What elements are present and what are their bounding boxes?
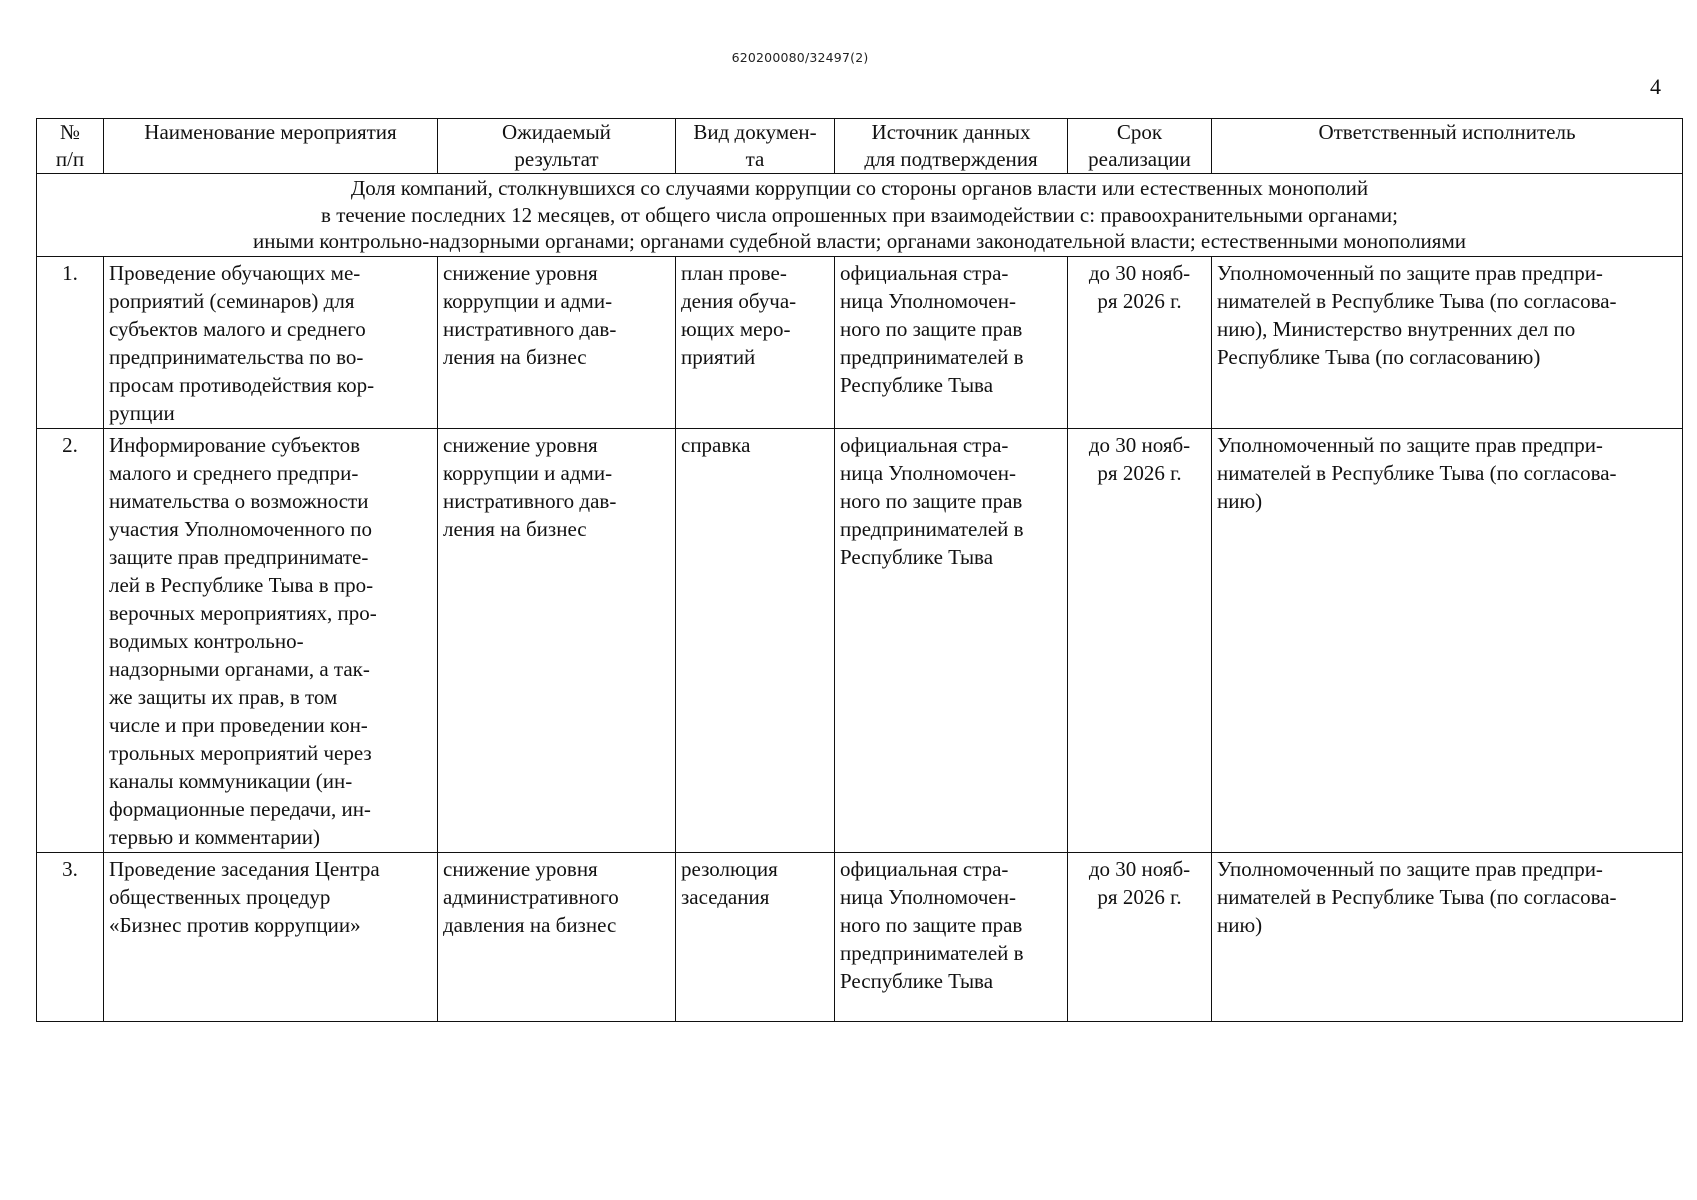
responsible-cell: Уполномоченный по защите прав предпри- нимателей в Республике Тыва (по согласова- нию), Министерство внутренних дел по Республике Тыва (по согласованию) (1212, 257, 1683, 429)
term-cell: до 30 нояб- ря 2026 г. (1068, 429, 1212, 853)
term-cell: до 30 нояб- ря 2026 г. (1068, 853, 1212, 1022)
column-header-data-source: Источник данных для подтверждения (835, 119, 1068, 174)
data-source-cell: официальная стра- ница Уполномочен- ного по защите прав предпринимателей в Республике Тыва (835, 429, 1068, 853)
responsible-cell: Уполномоченный по защите прав предпри- нимателей в Республике Тыва (по согласова- нию) (1212, 853, 1683, 1022)
document-registration-code: 620200080/32497(2) (731, 50, 869, 65)
row-number-cell: 3. (37, 853, 104, 1022)
responsible-cell: Уполномоченный по защите прав предпри- нимателей в Республике Тыва (по согласова- нию) (1212, 429, 1683, 853)
section-title: Доля компаний, столкнувшихся со случаями коррупции со стороны органов власти или естественных монополий в течение последних 12 месяцев, от общего числа опрошенных при взаимодействии с: правоохранительными органами; иными контрольно-надзорными органами; органами судебной власти; органами законодательной власти; естественными монополиями (253, 176, 1466, 253)
action-plan-table (36, 118, 1683, 1022)
column-header-expected-result: Ожидаемый результат (438, 119, 676, 174)
table-row (37, 257, 1683, 429)
row-number-cell: 1. (37, 257, 104, 429)
page-number: 4 (1650, 74, 1661, 99)
data-source-cell: официальная стра- ница Уполномочен- ного по защите прав предпринимателей в Республике Тыва (835, 257, 1068, 429)
table-header-row (37, 119, 1683, 174)
data-source-cell: официальная стра- ница Уполномочен- ного по защите прав предпринимателей в Республике Тыва (835, 853, 1068, 1022)
table-row (37, 853, 1683, 1022)
document-type-cell: резолюция заседания (676, 853, 835, 1022)
column-header-event-name: Наименование мероприятия (104, 119, 438, 174)
column-header-term: Срок реализации (1068, 119, 1212, 174)
section-title-cell (37, 174, 1683, 257)
column-header-number: № п/п (37, 119, 104, 174)
table-row (37, 429, 1683, 853)
expected-result-cell: снижение уровня административного давления на бизнес (438, 853, 676, 1022)
document-type-cell: план прове- дения обуча- ющих меро- приятий (676, 257, 835, 429)
column-header-document-type: Вид докумен- та (676, 119, 835, 174)
event-name-cell: Проведение обучающих ме- роприятий (семинаров) для субъектов малого и среднего предпринимательства по во- просам противодействия кор- рупции (104, 257, 438, 429)
event-name-cell: Информирование субъектов малого и среднего предпри- нимательства о возможности участия Уполномоченного по защите прав предпринимате- лей в Республике Тыва в про- верочных мероприятиях, про- водимых контрольно- надзорными органами, а так- же защиты их прав, в том числе и при проведении кон- трольных мероприятий через каналы коммуникации (ин- формационные передачи, ин- тервью и комментарии) (104, 429, 438, 853)
event-name-cell: Проведение заседания Центра общественных процедур «Бизнес против коррупции» (104, 853, 438, 1022)
term-cell: до 30 нояб- ря 2026 г. (1068, 257, 1212, 429)
expected-result-cell: снижение уровня коррупции и адми- нистративного дав- ления на бизнес (438, 429, 676, 853)
row-number-cell: 2. (37, 429, 104, 853)
document-type-cell: справка (676, 429, 835, 853)
section-title-row (37, 174, 1683, 257)
column-header-responsible: Ответственный исполнитель (1212, 119, 1683, 174)
expected-result-cell: снижение уровня коррупции и адми- нистративного дав- ления на бизнес (438, 257, 676, 429)
